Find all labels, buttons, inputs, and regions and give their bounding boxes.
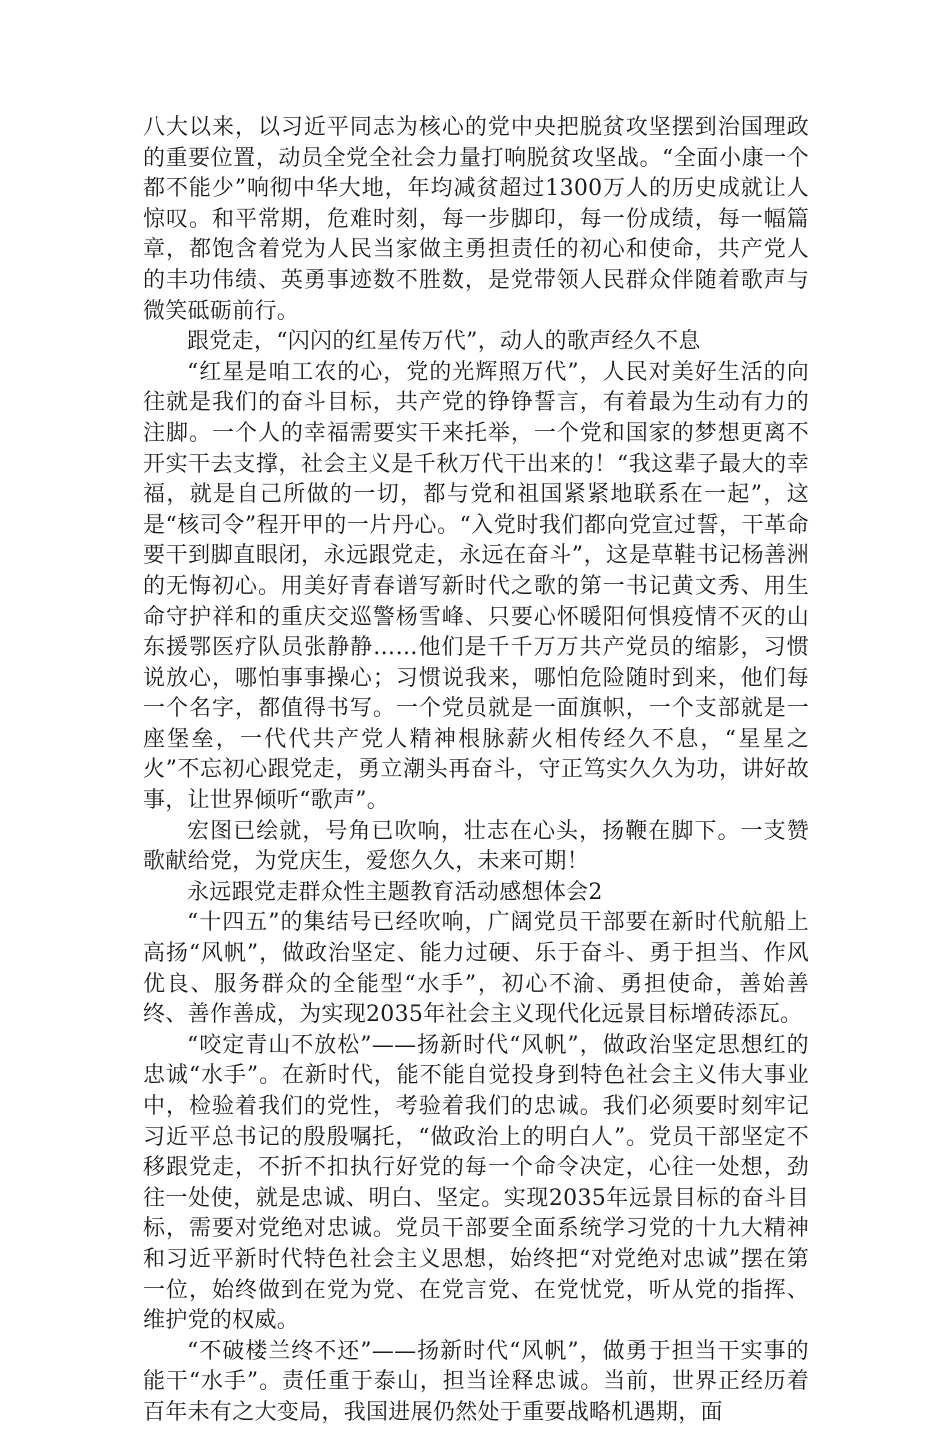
paragraph: 八大以来，以习近平同志为核心的党中央把脱贫攻坚摆到治国理政的重要位置，动员全党全社会力量打响脱贫攻坚战。“全面小康一个都不能少”响彻中华大地，年均减贫超过1300万人的历史成就让人惊叹。和平常期，危难时刻，每一步脚印，每一份成绩，每一幅篇章，都饱含着党为人民当家做主勇担责任的初心和使命，共产党人的丰功伟绩、英勇事迹数不胜数，是党带领人民群众伴随着歌声与微笑砥砺前行。	[143, 115, 809, 324]
paragraph: “红星是咱工农的心，党的光辉照万代”，人民对美好生活的向往就是我们的奋斗目标，共产党的铮铮誓言，有着最为生动有力的注脚。一个人的幸福需要实干来托举，一个党和国家的梦想更离不开实干去支撑，社会主义是千秋万代干出来的！“我这辈子最大的幸福，就是自己所做的一切，都与党和祖国紧紧地联系在一起”，这是“核司令”程开甲的一片丹心。“入党时我们都向党宣过誓，干革命要干到脚直眼闭，永远跟党走，永远在奋斗”，这是草鞋书记杨善洲的无悔初心。用美好青春谱写新时代之歌的第一书记黄文秀、用生命守护祥和的重庆交巡警杨雪峰、只要心怀暖阳何惧疫情不灭的山东援鄂医疗队员张静静……他们是千千万万共产党员的缩影，习惯说放心，哪怕事事操心；习惯说我来，哪怕危险随时到来，他们每一个名字，都值得书写。一个党员就是一面旗帜，一个支部就是一座堡垒，一代代共产党人精神根脉薪火相传经久不息，“星星之火”不忘初心跟党走，勇立潮头再奋斗，守正笃实久久为功，讲好故事，让世界倾听“歌声”。	[143, 359, 809, 814]
document-title: 永远跟党走群众性主题教育活动感想体会2	[187, 879, 603, 905]
paragraph: “不破楼兰终不还”——扬新时代“风帆”，做勇于担当干实事的能干“水手”。责任重于泰山，担当诠释忠诚。当前，世界正经历着百年未有之大变局，我国进展仍然处于重要战略机遇期，面	[143, 1338, 809, 1425]
paragraph: 宏图已绘就，号角已吹响，壮志在心头，扬鞭在脚下。一支赞歌献给党，为党庆生，爱您久久，未来可期！	[143, 818, 809, 875]
paragraph: “十四五”的集结号已经吹响，广阔党员干部要在新时代航船上高扬“风帆”，做政治坚定、能力过硬、乐于奋斗、勇于担当、作风优良、服务群众的全能型“水手”，初心不渝、勇担使命，善始善终、善作善成，为实现2035年社会主义现代化远景目标增砖添瓦。	[143, 910, 809, 1028]
paragraph: “咬定青山不放松”——扬新时代“风帆”，做政治坚定思想红的忠诚“水手”。在新时代，能不能自觉投身到特色社会主义伟大事业中，检验着我们的党性，考验着我们的忠诚。我们必须要时刻牢记习近平总书记的殷殷嘱托，“做政治上的明白人”。党员干部坚定不移跟党走，不折不扣执行好党的每一个命令决定，心往一处想，劲往一处使，就是忠诚、明白、坚定。实现2035年远景目标的奋斗目标，需要对党绝对忠诚。党员干部要全面系统学习党的十九大精神和习近平新时代特色社会主义思想，始终把“对党绝对忠诚”摆在第一位，始终做到在党为党、在党言党、在党忧党，听从党的指挥、维护党的权威。	[143, 1032, 809, 1334]
document-body	[143, 113, 809, 1429]
section-heading: 跟党走，“闪闪的红星传万代”，动人的歌声经久不息	[187, 329, 701, 355]
